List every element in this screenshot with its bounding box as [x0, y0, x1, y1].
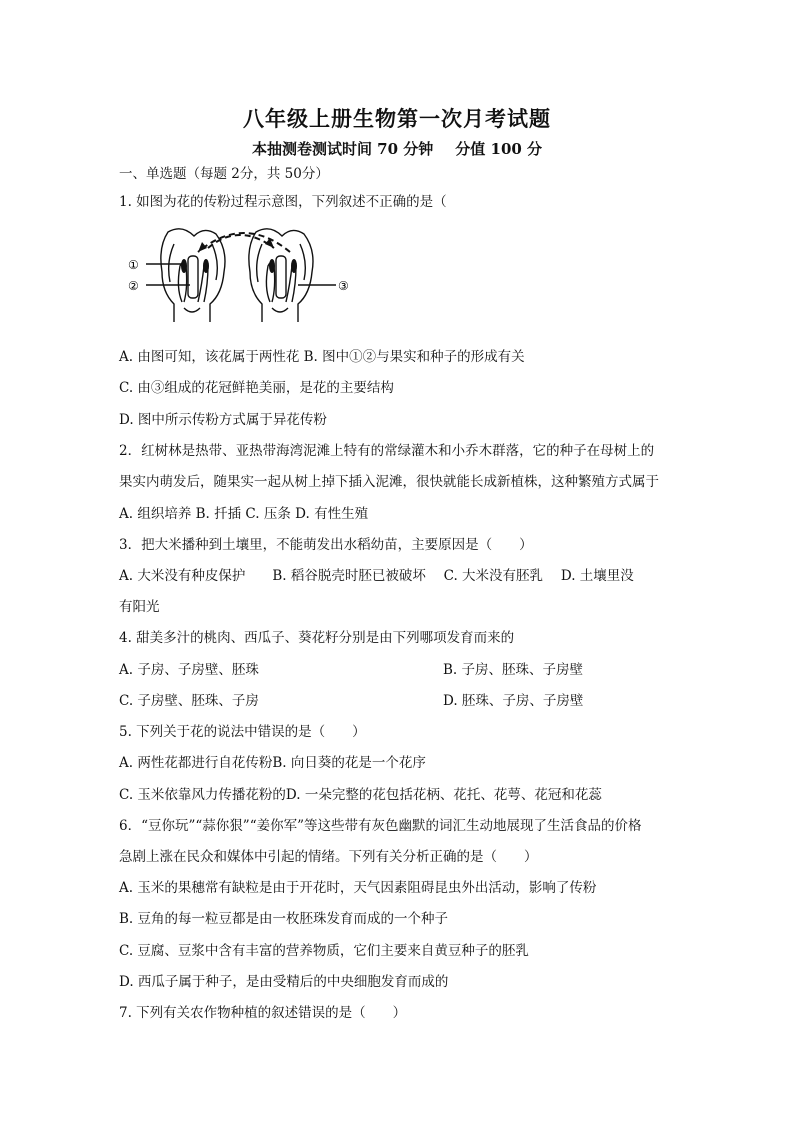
- question-6-option-a: A. 玉米的果穗常有缺粒是由于开花时，天气因素阻碍昆虫外出活动，影响了传粉: [119, 880, 597, 896]
- question-2-options: A. 组织培养 B. 扦插 C. 压条 D. 有性生殖: [119, 506, 369, 522]
- question-5-options-line1: A. 两性花都进行自花传粉B. 向日葵的花是一个花序: [119, 755, 426, 771]
- question-3-options-line2: 有阳光: [119, 599, 160, 615]
- question-1-option-d: D. 图中所示传粉方式属于异花传粉: [119, 412, 327, 428]
- question-4-option-b: B. 子房、胚珠、子房壁: [443, 662, 584, 678]
- question-4-option-c: C. 子房壁、胚珠、子房: [119, 693, 259, 709]
- question-4-stem: 4. 甜美多汁的桃肉、西瓜子、葵花籽分别是由下列哪项发育而来的: [119, 630, 515, 646]
- question-6-option-c: C. 豆腐、豆浆中含有丰富的营养物质，它们主要来自黄豆种子的胚乳: [119, 943, 529, 959]
- question-2-stem-line2: 果实内萌发后，随果实一起从树上掉下插入泥滩，很快就能长成新植株，这种繁殖方式属于: [119, 474, 659, 490]
- exam-time: 本抽测卷测试时间 70 分钟: [251, 140, 434, 158]
- figure-label-1: ①: [128, 258, 139, 272]
- section-heading: 一、单选题（每题 2分，共 50分）: [119, 166, 329, 182]
- question-1-stem: 1. 如图为花的传粉过程示意图，下列叙述不正确的是（: [119, 194, 447, 210]
- exam-subtitle: [0, 138, 794, 159]
- question-3-stem: 3．把大米播种到土壤里，不能萌发出水稻幼苗，主要原因是（ ）: [119, 537, 533, 553]
- exam-score: 分值 100 分: [455, 140, 543, 158]
- question-6-stem-line2: 急剧上涨在民众和媒体中引起的情绪。下列有关分析正确的是（ ）: [119, 849, 538, 865]
- pollination-diagram: [124, 222, 354, 330]
- question-6-stem-line1: 6．“豆你玩”“蒜你狠”“姜你军”等这些带有灰色幽默的词汇生动地展现了生活食品的价格: [119, 818, 642, 834]
- question-6-option-b: B. 豆角的每一粒豆都是由一枚胚珠发育而成的一个种子: [119, 911, 449, 927]
- question-7-stem: 7. 下列有关农作物种植的叙述错误的是（ ）: [119, 1005, 407, 1021]
- question-6-option-d: D. 西瓜子属于种子，是由受精后的中央细胞发育而成的: [119, 974, 449, 990]
- question-4-option-a: A. 子房、子房壁、胚珠: [119, 662, 259, 678]
- figure-label-2: ②: [128, 279, 139, 293]
- question-4-option-d: D. 胚珠、子房、子房壁: [443, 693, 584, 709]
- question-5-options-line2: C. 玉米依靠风力传播花粉的D. 一朵完整的花包括花柄、花托、花萼、花冠和花蕊: [119, 787, 602, 803]
- question-2-stem-line1: 2．红树林是热带、亚热带海湾泥滩上特有的常绿灌木和小乔木群落，它的种子在母树上的: [119, 443, 655, 459]
- question-3-options-line1: A. 大米没有种皮保护 B. 稻谷脱壳时胚已被破坏 C. 大米没有胚乳 D. 土壤里没: [119, 568, 634, 584]
- question-1-option-ab: A. 由图可知，该花属于两性花 B. 图中①②与果实和种子的形成有关: [119, 349, 525, 365]
- question-1-option-c: C. 由③组成的花冠鲜艳美丽，是花的主要结构: [119, 380, 394, 396]
- figure-label-3: ③: [338, 279, 349, 293]
- question-5-stem: 5. 下列关于花的说法中错误的是（ ）: [119, 724, 366, 740]
- page-title: 八年级上册生物第一次月考试题: [243, 106, 551, 131]
